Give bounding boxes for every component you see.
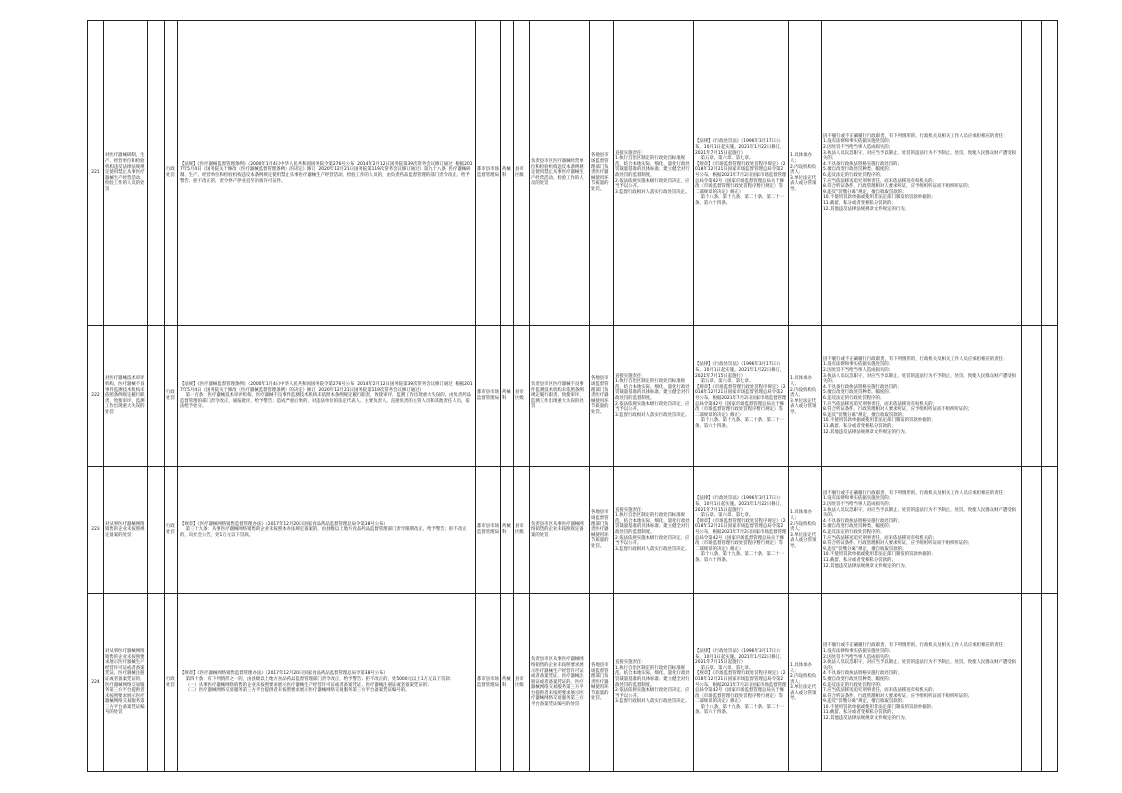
level: 县市区级 — [514, 467, 530, 594]
accountability: 因不履行或不正确履行行政职责，有下列情形的，行政机关及相关工作人员应承担相应的责任： 1.没有法律和事实依据实施处罚的； 2.因处罚不当给当事人造成损失的； 3.执法人员玩忽职守，对应当予以制止、处罚的违法行为不予制止、处罚，致使人民群众财产遭受损失的； 4.不具备行政执法资格实施行政处罚的； 5.擅自改变行政处罚种类、幅度的； 6.违反法定的行政处罚程序的； 7.应当依法移送追究刑事责任，而未依法移送有权机关的； 8.符合听证条件、行政管理相对人要求听证，应予组织听证而不组织听证的； 9.违反“罚缴分离”规定，擅自收取罚款的； 10.不使用罚款单据或使用非法定部门制发的罚款单据的； 11.截留、私分或者变相私分罚款的； 12.其他违反法律法规规章文件规定的行为。 — [822, 594, 1022, 772]
department: 都市县市场监督管理局 — [476, 21, 501, 326]
legal-basis: 【规章】《医疗器械网络销售监督管理办法》（2017年12月20日国家食品药品监督管理总局令第38号公布） 第四十条：有下列情形之一的，由县级以上地方食品药品监督管理部门责令改正，给予警告；拒不改正的，处5000元以上1万元以下罚款： （一）从事医疗器械网络销售的企业未按照要求展示医疗器械生产经营许可证或者备案凭证、医疗器械注册证或者备案凭证的； （二）医疗器械网络交易服务第三方平台提供者未按照要求展示医疗器械网络交易服务第三方平台备案凭证编号的。 — [178, 594, 476, 772]
duty-scope: 负责县市区医疗器械不良事件监测技术机构未依照条例规定履行职责，致使审评、监测工作出现重大失误的处罚 — [530, 326, 590, 467]
empty-cell — [148, 594, 165, 772]
responsible-subject: 1.具体承办人； 2.内设机构负责人； 3.单位法定代表人或分管领导。 — [789, 594, 822, 772]
empty-cell — [148, 326, 165, 467]
item-type: 行政处罚 — [165, 594, 178, 772]
legal-basis: 【规章】《医疗器械网络销售监督管理办法》（2017年12月20日国家食品药品监督管理总局令第38号公布） 第三十九条：从事医疗器械网络销售的企业未按照本办法规定备案的，由县级以上地方食品药品监督管理部门责令限期改正，给予警告；拒不改正的，向社会公告，处1万元以下罚款。 — [178, 467, 476, 594]
row-number: 224 — [88, 594, 104, 772]
duty-steps: 直接实施责任： 1.执行自治区制定的行政处罚标准规范，结合本地实际，细化、量化行政处罚裁量基准的具体标准；建立健全对行政处罚的监督制度。 2.依法依规实施本级行政处罚决定，应当予以公开。 3.监督行政相对人落实行政处罚决定。 — [614, 467, 694, 594]
level: 县市区级 — [514, 326, 530, 467]
department: 都市县市场监督管理局 — [476, 326, 501, 467]
empty-cell — [1042, 594, 1058, 772]
unit: 药械科 — [501, 467, 514, 594]
empty-cell — [1042, 467, 1058, 594]
duty-scope: 负责县市区从事医疗器械网络销售的企业未按照规定备案的处罚 — [530, 467, 590, 594]
item-name: 对医疗器械研制、生产、经营单位和检验机构违反法律法规规定使用禁止从事医疗器械生产经营活动、检验工作的人员的处罚 — [104, 21, 148, 326]
row-number: 222 — [88, 326, 104, 467]
unit: 药械科 — [501, 21, 514, 326]
table-row — [88, 326, 1058, 467]
duty-list-sheet — [87, 20, 1057, 771]
cooperation-note: 各地县市场监督管理部门负责医疗器械使用环节质量的处罚。 — [590, 326, 614, 467]
duty-table — [87, 20, 1058, 772]
item-name: 对医疗器械技术审评机构、医疗器械不良事件监测技术机构未依照条例规定履行职责，致使审评、监测工作出现重大失误的处罚 — [104, 326, 148, 467]
duty-steps: 直接实施责任： 1.执行自治区制定的行政处罚标准规范，结合本地实际，细化、量化行政处罚裁量基准的具体标准；建立健全对行政处罚的监督制度。 2.依法依规实施本级行政处罚决定，应当予以公开。 3.监督行政相对人落实行政处罚决定。 — [614, 594, 694, 772]
legal-basis: 【法规】《医疗器械监督管理条例》（2000年1月4日中华人民共和国国务院令第276号公布 2014年2月12日国务院第39次常务会议修订通过 根据2017年5月4日《国务院关于修改〈医疗器械监督管理条例〉的决定》修订 2020年12月21日国务院第119次常务会议修订通过）第九十八条 医疗器械研制、生产、经营单位和检验机构违反本条例规定使用禁止从事医疗器械生产经营活动、检验工作的人员的，由负责药品监督管理的部门责令改正，给予警告；拒不改正的，责令停产停业直至吊销许可证件。 — [178, 21, 476, 326]
procedure-law: 【法律】《行政处罚法》（1996年3月17日公布，10月1日起实施。2021年1月22日修订，2021年7月15日起施行） 第五章、第六章、第七章。 【规章】《市场监督管理行政处罚程序规定》（2018年12月21日国家市场监督管理总局令第2号公布，根据2021年7月2日国家市场监督管理总局令第42号《国家市场监督管理总局关于修改〈市场监督管理行政处罚程序暂行规定〉等二部规章的决定》修正） 第十八条、第十九条、第二十条、第二十一条、第六十四条。 — [694, 594, 789, 772]
accountability: 因不履行或不正确履行行政职责，有下列情形的，行政机关及相关工作人员应承担相应的责任： 1.没有法律和事实依据实施处罚的； 2.因处罚不当给当事人造成损失的； 3.执法人员玩忽职守，对应当予以制止、处罚的违法行为不予制止、处罚，致使人民群众财产遭受损失的； 4.不具备行政执法资格实施行政处罚的； 5.擅自改变行政处罚种类、幅度的； 6.违反法定的行政处罚程序的； 7.应当依法移送追究刑事责任，而未依法移送有权机关的； 8.符合听证条件、行政管理相对人要求听证，应予组织听证而不组织听证的； 9.违反“罚缴分离”规定，擅自收取罚款的； 10.不使用罚款单据或使用非法定部门制发的罚款单据的； 11.截留、私分或者变相私分罚款的； 12.其他违反法律法规规章文件规定的行为。 — [822, 21, 1022, 326]
duty-scope: 负责县市区从事医疗器械网络销售的企业未按照要求展示医疗器械生产经营许可证或者备案凭证、医疗器械注册证或者备案凭证的，医疗器械网络交易服务第三方平台提供者未按照要求展示医疗器械网络交易服务第三方平台备案凭证编号的处罚 — [530, 594, 590, 772]
duty-steps: 直接实施责任： 1.执行自治区制定的行政处罚标准规范，结合本地实际，细化、量化行政处罚裁量基准的具体标准；建立健全对行政处罚的监督制度。 2.依法依规实施本级行政处罚决定，应当予以公开。 3.监督行政相对人落实行政处罚决定。 — [614, 21, 694, 326]
cooperation-note: 各地县市场监督管理部门负责医疗器械使用环节质量的处罚。 — [590, 21, 614, 326]
procedure-law: 【法律】《行政处罚法》（1996年3月17日公布，10月1日起实施。2021年1月22日修订，2021年7月15日起施行） 第五章、第六章、第七章。 【规章】《市场监督管理行政处罚程序规定》（2018年12月21日国家市场监督管理总局令第2号公布，根据2021年7月2日国家市场监督管理总局令第42号《国家市场监督管理总局关于修改〈市场监督管理行政处罚程序暂行规定〉等二部规章的决定》修正） 第十八条、第十九条、第二十条、第二十一条、第六十四条。 — [694, 326, 789, 467]
procedure-law: 【法律】《行政处罚法》（1996年3月17日公布，10月1日起实施。2021年1月22日修订，2021年7月15日起施行） 第五章、第六章、第七章。 【规章】《市场监督管理行政处罚程序规定》（2018年12月21日国家市场监督管理总局令第2号公布，根据2021年7月2日国家市场监督管理总局令第42号《国家市场监督管理总局关于修改〈市场监督管理行政处罚程序暂行规定〉等二部规章的决定》修正） 第十八条、第十九条、第二十条、第二十一条、第六十四条。 — [694, 467, 789, 594]
empty-cell — [1042, 21, 1058, 326]
table-row — [88, 594, 1058, 772]
empty-cell — [1022, 467, 1042, 594]
empty-cell — [148, 467, 165, 594]
unit: 药械科 — [501, 326, 514, 467]
table-row — [88, 21, 1058, 326]
empty-cell — [1042, 326, 1058, 467]
duty-scope: 负责县市区医疗器械经营单位和检验机构违反本条例规定使用禁止从事医疗器械生产经营活动、检验工作的人员的处罚 — [530, 21, 590, 326]
item-name: 对从事医疗器械网络销售的企业未按照规定备案的处罚 — [104, 467, 148, 594]
row-number: 223 — [88, 467, 104, 594]
responsible-subject: 1.具体承办人； 2.内设机构负责人； 3.单位法定代表人或分管领导。 — [789, 21, 822, 326]
item-type: 行政处罚 — [165, 21, 178, 326]
cooperation-note: 各地县市场监督管理部门负责医疗器械使用环节质量的处罚。 — [590, 594, 614, 772]
item-name: 对从事医疗器械网络销售的企业未按照要求展示医疗器械生产经营许可证或者备案凭证、医疗器械注册证或者备案凭证的，医疗器械网络交易服务第三方平台提供者未按照要求展示医疗器械网络交易服务第三方平台备案凭证编号的处罚 — [104, 594, 148, 772]
accountability: 因不履行或不正确履行行政职责，有下列情形的，行政机关及相关工作人员应承担相应的责任： 1.没有法律和事实依据实施处罚的； 2.因处罚不当给当事人造成损失的； 3.执法人员玩忽职守，对应当予以制止、处罚的违法行为不予制止、处罚，致使人民群众财产遭受损失的； 4.不具备行政执法资格实施行政处罚的； 5.擅自改变行政处罚种类、幅度的； 6.违反法定的行政处罚程序的； 7.应当依法移送追究刑事责任，而未依法移送有权机关的； 8.符合听证条件、行政管理相对人要求听证，应予组织听证而不组织听证的； 9.违反“罚缴分离”规定，擅自收取罚款的； 10.不使用罚款单据或使用非法定部门制发的罚款单据的； 11.截留、私分或者变相私分罚款的； 12.其他违反法律法规规章文件规定的行为。 — [822, 467, 1022, 594]
accountability: 因不履行或不正确履行行政职责，有下列情形的，行政机关及相关工作人员应承担相应的责任： 1.没有法律和事实依据实施处罚的； 2.因处罚不当给当事人造成损失的； 3.执法人员玩忽职守，对应当予以制止、处罚的违法行为不予制止、处罚，致使人民群众财产遭受损失的； 4.不具备行政执法资格实施行政处罚的； 5.擅自改变行政处罚种类、幅度的； 6.违反法定的行政处罚程序的； 7.应当依法移送追究刑事责任，而未依法移送有权机关的； 8.符合听证条件、行政管理相对人要求听证，应予组织听证而不组织听证的； 9.违反“罚缴分离”规定，擅自收取罚款的； 10.不使用罚款单据或使用非法定部门制发的罚款单据的； 11.截留、私分或者变相私分罚款的； 12.其他违反法律法规规章文件规定的行为。 — [822, 326, 1022, 467]
unit: 药械科 — [501, 594, 514, 772]
empty-cell — [1022, 594, 1042, 772]
table-row — [88, 467, 1058, 594]
cooperation-note: 各地县市场监督管理部门负责医疗器械使用环节质量的处罚。 — [590, 467, 614, 594]
department: 都市县市场监督管理局 — [476, 594, 501, 772]
department: 都市县市场监督管理局 — [476, 467, 501, 594]
legal-basis: 【法规】《医疗器械监督管理条例》（2000年1月4日中华人民共和国国务院令第276号公布 2014年2月12日国务院第39次常务会议修订通过 根据2017年5月4日《国务院关于修改〈医疗器械监督管理条例〉的决定》修订 2020年12月21日国务院第119次常务会议修订通过） 第一百条：医疗器械技术审评机构、医疗器械不良事件监测技术机构未依照本条例规定履行职责，致使审评、监测工作出现重大失误的，由负责药品监督管理的部门责令改正，通报批评，给予警告；造成严重后果的，对违法单位的法定代表人、主要负责人、直接负责的主管人员和其他责任人员，依法给予处分。 — [178, 326, 476, 467]
responsible-subject: 1.具体承办人； 2.内设机构负责人； 3.单位法定代表人或分管领导。 — [789, 467, 822, 594]
empty-cell — [1022, 326, 1042, 467]
responsible-subject: 1.具体承办人； 2.内设机构负责人； 3.单位法定代表人或分管领导。 — [789, 326, 822, 467]
level: 县市区级 — [514, 594, 530, 772]
duty-steps: 直接实施责任： 1.执行自治区制定的行政处罚标准规范，结合本地实际，细化、量化行政处罚裁量基准的具体标准；建立健全对行政处罚的监督制度。 2.依法依规实施本级行政处罚决定，应当予以公开。 3.监督行政相对人落实行政处罚决定。 — [614, 326, 694, 467]
empty-cell — [148, 21, 165, 326]
empty-cell — [1022, 21, 1042, 326]
row-number: 221 — [88, 21, 104, 326]
procedure-law: 【法律】《行政处罚法》（1996年3月17日公布，10月1日起实施。2021年1月22日修订，2021年7月15日起施行） 第五章、第六章、第七章。 【规章】《市场监督管理行政处罚程序规定》（2018年12月21日国家市场监督管理总局令第2号公布，根据2021年7月2日国家市场监督管理总局令第42号《国家市场监督管理总局关于修改〈市场监督管理行政处罚程序暂行规定〉等二部规章的决定》修正） 第十八条、第十九条、第二十条、第二十一条、第六十四条。 — [694, 21, 789, 326]
level: 县市区级 — [514, 21, 530, 326]
item-type: 行政处罚 — [165, 467, 178, 594]
item-type: 行政处罚 — [165, 326, 178, 467]
